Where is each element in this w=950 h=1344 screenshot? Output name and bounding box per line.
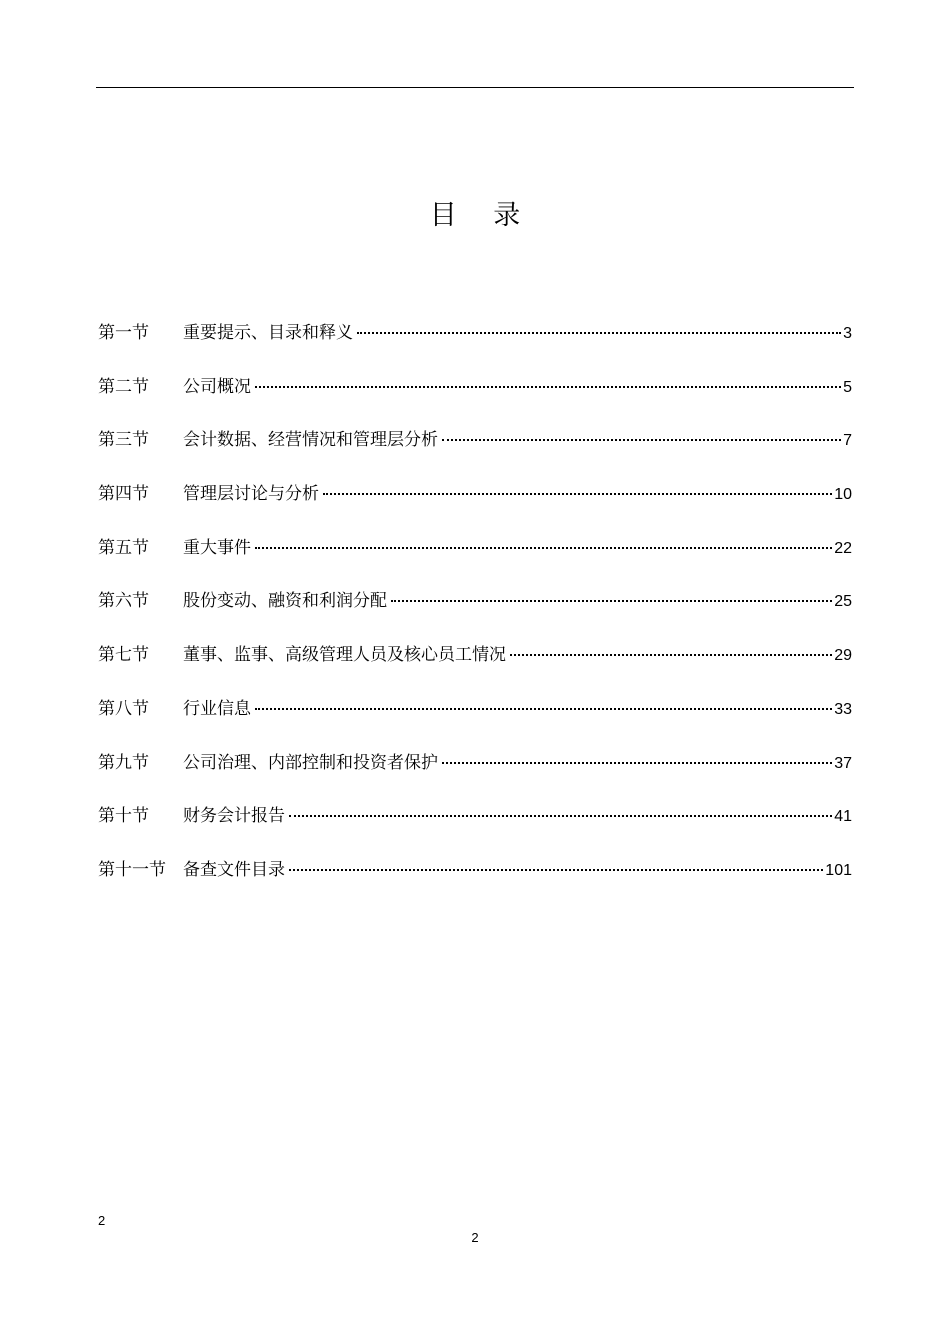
toc-section-label: 第六节 (98, 591, 149, 612)
toc-entry-title: 股份变动、融资和利润分配 (183, 591, 387, 612)
toc-entry-title: 公司概况 (183, 376, 251, 397)
toc-section-label: 第三节 (98, 430, 149, 451)
toc-row-9[interactable] (98, 748, 852, 802)
toc-page-number: 22 (834, 539, 852, 557)
toc-page-number: 7 (843, 432, 852, 450)
toc-page-number: 25 (834, 593, 852, 611)
toc-page-number: 29 (834, 647, 852, 665)
toc-page-number: 101 (825, 861, 852, 879)
footer-page-number-left: 2 (98, 1213, 106, 1228)
toc-section-label: 第八节 (98, 698, 149, 719)
toc-row-8[interactable] (98, 694, 852, 748)
header-rule (96, 87, 854, 88)
toc-dot-leader (289, 869, 823, 871)
toc-section-label: 第七节 (98, 645, 149, 666)
toc-row-3[interactable] (98, 425, 852, 479)
toc-row-4[interactable] (98, 479, 852, 533)
toc-page-number: 33 (834, 700, 852, 718)
toc-row-2[interactable] (98, 372, 852, 426)
toc-dot-leader (442, 762, 832, 764)
toc-entry-title: 重大事件 (183, 537, 251, 558)
toc-dot-leader (442, 439, 841, 441)
table-of-contents (98, 318, 852, 909)
toc-entry-title: 董事、监事、高级管理人员及核心员工情况 (183, 645, 506, 666)
toc-page-number: 10 (834, 486, 852, 504)
toc-page-number: 41 (834, 808, 852, 826)
toc-page-number: 37 (834, 754, 852, 772)
toc-dot-leader (391, 600, 832, 602)
toc-section-label: 第四节 (98, 484, 149, 505)
toc-entry-title: 会计数据、经营情况和管理层分析 (183, 430, 438, 451)
toc-row-11[interactable] (98, 855, 852, 909)
toc-row-5[interactable] (98, 533, 852, 587)
toc-entry-title: 管理层讨论与分析 (183, 484, 319, 505)
toc-dot-leader (289, 815, 832, 817)
toc-entry-title: 行业信息 (183, 698, 251, 719)
toc-dot-leader (255, 547, 832, 549)
footer-page-number-center: 2 (471, 1230, 479, 1245)
toc-entry-title: 重要提示、目录和释义 (183, 323, 353, 343)
toc-row-1[interactable] (98, 318, 852, 372)
toc-page-number: 5 (843, 378, 852, 396)
toc-row-6[interactable] (98, 586, 852, 640)
toc-entry-title: 财务会计报告 (183, 806, 285, 827)
page-title: 目 录 (429, 200, 535, 231)
toc-section-label: 第一节 (98, 323, 149, 343)
toc-dot-leader (255, 708, 832, 710)
toc-entry-title: 公司治理、内部控制和投资者保护 (183, 752, 438, 773)
toc-row-10[interactable] (98, 801, 852, 855)
toc-page-number: 3 (843, 325, 852, 342)
toc-dot-leader (510, 654, 832, 656)
toc-dot-leader (255, 386, 841, 388)
toc-section-label: 第二节 (98, 376, 149, 397)
toc-section-label: 第十一节 (98, 859, 166, 880)
toc-dot-leader (357, 332, 841, 334)
toc-row-7[interactable] (98, 640, 852, 694)
toc-section-label: 第五节 (98, 537, 149, 558)
toc-dot-leader (323, 493, 832, 495)
toc-section-label: 第十节 (98, 806, 149, 827)
toc-section-label: 第九节 (98, 752, 149, 773)
toc-entry-title: 备查文件目录 (183, 859, 285, 880)
